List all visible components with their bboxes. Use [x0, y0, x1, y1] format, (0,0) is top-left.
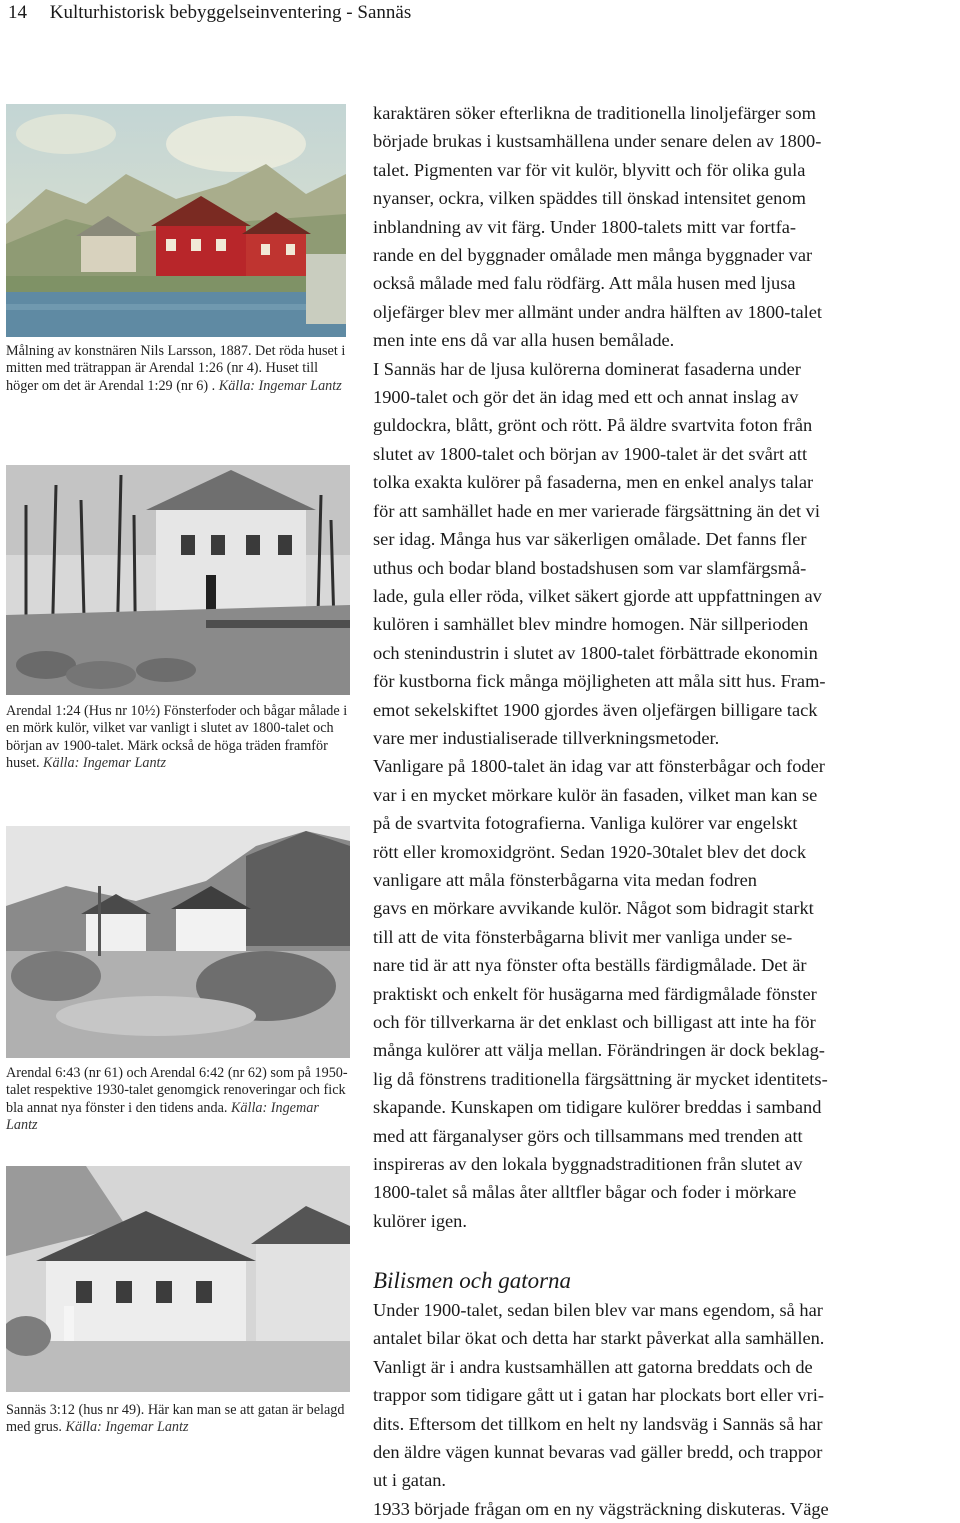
sannas-312-photo [6, 1166, 350, 1392]
page-number: 14 [8, 2, 27, 23]
body-line: Vanligare på 1800-talet än idag var att fönsterbågar och foder [373, 756, 825, 777]
body-line: karaktären söker efterlikna de traditionella linoljefärger som [373, 103, 816, 123]
caption-source: Källa: Ingemar Lantz [65, 1419, 189, 1436]
body-line: kulörer igen. [373, 1210, 467, 1231]
caption-text: Arendal 1:24 (Hus nr 10½) Fönsterfoder och bågar målade i en mörk kulör, vilket var vanligt i slutet av 1800-talet och början av 1900-talet. Märk också de höga träden framför huset. [6, 703, 348, 772]
caption-arendal-643 [6, 1065, 348, 1135]
section-line: Under 1900-talet, sedan bilen blev var mans egendom, så har [373, 1300, 823, 1320]
body-line: var i en mycket mörkare kulör än fasaden, vilket man kan se [373, 784, 818, 805]
body-line: 1800-talet så målas åter alltfler bågar och foder i mörkare [373, 1182, 797, 1203]
section-line: Vanligt är i andra kustsamhällen att gatorna breddats och de [373, 1356, 813, 1377]
body-line: också målade med falu rödfärg. Att måla husen med ljusa [373, 273, 796, 294]
page-header [8, 0, 411, 26]
body-line: på de svartvita fotografierna. Vanliga kulörer var engelskt [373, 813, 798, 834]
body-line: många kulörer att välja mellan. Förändringen är dock beklag- [373, 1040, 825, 1061]
caption-sannas-312 [6, 1402, 348, 1437]
body-line: vare mer industialiserade tillverkningsmetoder. [373, 727, 720, 748]
section-line: den äldre vägen kunnat bevaras vad gäller bredd, och trappor [373, 1442, 823, 1463]
arendal-643-photo [6, 826, 350, 1058]
section-line: antalet bilar ökat och detta har starkt påverkat alla samhällen. [373, 1328, 825, 1349]
body-line: började brukas i kustsamhällena under senare delen av 1800- [373, 131, 822, 152]
section-heading: Bilismen och gatorna [373, 1268, 572, 1293]
caption-text: Sannäs 3:12 (hus nr 49). Här kan man se att gatan är belagd med grus. [6, 1402, 345, 1436]
body-line: talet. Pigmenten var för vit kulör, blyvitt och för olika gula [373, 159, 806, 180]
body-line: tolka exakta kulörer på fasaderna, men en enkel analys talar [373, 472, 814, 493]
body-line: skapande. Kunskapen om tidigare kulörer breddas i samband [373, 1097, 822, 1118]
body-line: vanligare att måla fönsterbågarna vita medan fodren [373, 869, 757, 890]
section-line: ut i gatan. [373, 1470, 447, 1491]
section-line: trappor som tidigare gått ut i gatan har plockats bort eller vri- [373, 1385, 824, 1406]
caption-arendal-124 [6, 703, 348, 773]
caption-source: Källa: Ingemar Lantz [218, 377, 342, 394]
body-line: kulören i samhället blev mindre homogen. När sillperioden [373, 614, 809, 635]
body-line: och stenindustrin i slutet av 1800-talet förbättrade ekonomin [373, 642, 818, 663]
body-line: för kustborna fick många möjligheten att måla sitt hus. Fram- [373, 671, 826, 692]
body-line: nare tid är att nya fönster ofta beställs färdigmålade. Det är [373, 955, 807, 976]
body-text [373, 99, 955, 1235]
running-title: Kulturhistorisk bebyggelseinventering - Sannäs [49, 2, 412, 23]
caption-text: Målning av konstnären Nils Larsson, 1887. Det röda huset i mitten med trätrappan är Arendal 1:26 (nr 4). Huset till höger om det är Arendal 1:29 (nr 6) . [6, 343, 346, 394]
body-line: för att samhället hade en mer varierade färgsättning än det vi [373, 500, 820, 521]
body-line: inblandning av vit färg. Under 1800-talets mitt var fortfa- [373, 216, 797, 237]
body-line: lade, gula eller röda, vilket säkert gjorde att uppfattningen av [373, 585, 822, 606]
section-text [373, 1296, 955, 1523]
body-line: I Sannäs har de ljusa kulörerna dominerat fasaderna under [373, 358, 801, 379]
body-line: guldockra, blått, grönt och rött. På äldre svartvita foton från [373, 415, 813, 436]
section-line: 1933 började frågan om en ny vägsträckning diskuteras. Väge [373, 1498, 829, 1519]
body-line: oljefärger blev mer allmänt under andra hälften av 1800-talet [373, 301, 823, 322]
body-line: uthus och bodar bland bostadshusen som var slamfärgsmå- [373, 557, 807, 578]
caption-painting [6, 343, 348, 395]
body-line: 1900-talet och gör det än idag med ett och annat inslag av [373, 387, 799, 408]
body-line: slutet av 1800-talet och början av 1900-talet är det svårt att [373, 443, 808, 464]
caption-text: Arendal 6:43 (nr 61) och Arendal 6:42 (nr 62) som på 1950-talet respektive 1930-talet genomgick renoveringar och fick bla annat nya fönster i den tidens anda. [6, 1065, 348, 1116]
body-line: till att de vita fönsterbågarna blivit mer vanliga under se- [373, 926, 793, 947]
body-line: och för tillverkarna är det enklast och billigast att inte ha för [373, 1012, 816, 1032]
body-line: inspireras av den lokala byggnadstraditionen från slutet av [373, 1154, 803, 1175]
body-line: gavs en mörkare avvikande kulör. Något som bidragit starkt [373, 898, 814, 919]
body-line: ser idag. Många hus var säkerligen omålade. Det fanns fler [373, 529, 807, 550]
section-line: dits. Eftersom det tillkom en helt ny landsväg i Sannäs så har [373, 1413, 823, 1434]
caption-source: Källa: Ingemar Lantz [43, 755, 167, 772]
caption-source: Källa: Ingemar Lantz [6, 1099, 319, 1134]
painting-photo [6, 104, 346, 337]
body-line: emot sekelskiftet 1900 gjordes även oljefärgen billigare tack [373, 699, 818, 720]
body-line: med att färganalyser görs och tillsammans med trenden att [373, 1125, 803, 1146]
body-line: men inte ens då var alla husen bemålade. [373, 330, 675, 351]
body-line: rande en del byggnader omålade men många byggnader var [373, 245, 813, 266]
body-line: rött eller kromoxidgrönt. Sedan 1920-30talet blev det dock [373, 841, 807, 862]
body-line: praktiskt och enkelt för husägarna med färdigmålade fönster [373, 983, 817, 1004]
arendal-124-photo [6, 465, 350, 695]
body-line: nyanser, ockra, vilken späddes till önskad intensitet genom [373, 188, 806, 209]
body-line: lig då fönstrens traditionella färgsättning är mycket identitets- [373, 1068, 828, 1089]
